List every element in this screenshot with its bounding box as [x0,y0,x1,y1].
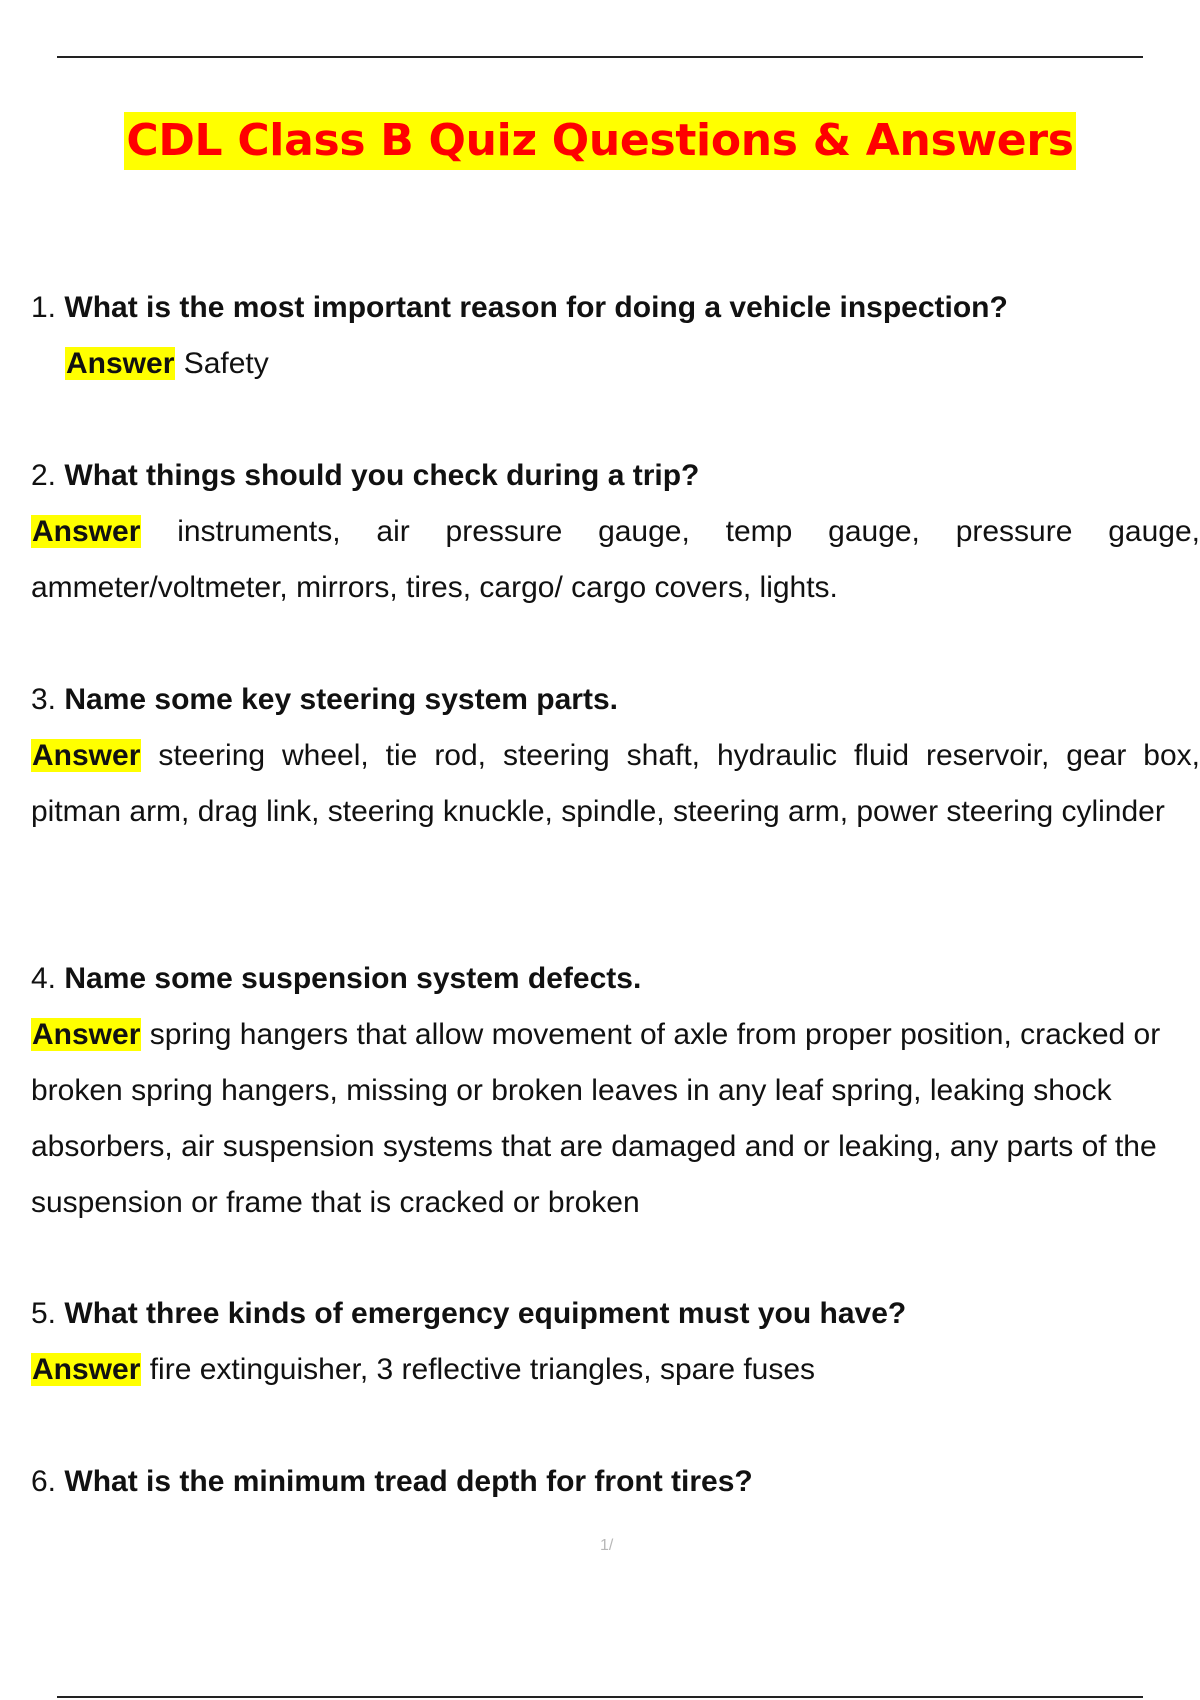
question-number: 4. [31,962,57,995]
answer-text: fire extinguisher, 3 reflective triangles, spare fuses [149,1353,816,1386]
answer-text: spring hangers that allow movement of axle from proper position, cracked or broken spring hangers, missing or broken leaves in any leaf spring, leaking shock absorbers, air suspension systems that are damaged and or leaking, any parts of the suspension or frame that is cracked or broken [31,1018,1161,1219]
question-number: 2. [31,459,57,492]
document-title: CDL Class B Quiz Questions & Answers [124,112,1075,170]
answer-label: Answer [32,1018,141,1051]
question-number: 5. [31,1297,57,1330]
question-3 [31,672,1200,728]
answer-4 [31,1007,1200,1231]
question-number: 6. [31,1465,57,1498]
qa-item-4 [31,951,1200,1231]
answer-text: instruments, air pressure gauge, temp gauge, pressure gauge, ammeter/voltmeter, mirrors, tires, cargo/ cargo covers, lights. [31,515,1200,604]
answer-text: steering wheel, tie rod, steering shaft, hydraulic fluid reservoir, gear box, pitman arm, drag link, steering knuckle, spindle, steering arm, power steering cylinder [31,739,1200,828]
answer-label: Answer [32,739,141,772]
question-1 [31,280,1200,336]
question-5 [31,1286,1200,1342]
answer-1 [31,336,1200,392]
question-number: 1. [31,291,57,324]
question-text: What is the minimum tread depth for front tires? [64,1465,753,1498]
answer-label: Answer [32,1353,141,1386]
question-text: What is the most important reason for doing a vehicle inspection? [64,291,1008,324]
answer-3 [31,728,1200,840]
question-4 [31,951,1200,1007]
question-text: What things should you check during a trip? [64,459,700,492]
answer-text: Safety [183,347,269,380]
answer-label: Answer [32,515,141,548]
qa-item-3 [31,672,1200,840]
question-2 [31,448,1200,504]
question-text: What three kinds of emergency equipment must you have? [64,1297,907,1330]
qa-item-5 [31,1286,1200,1398]
answer-label: Answer [66,347,175,380]
question-6 [31,1454,1200,1510]
qa-item-6 [31,1454,1200,1510]
bottom-divider [57,1696,1143,1698]
qa-item-1 [31,280,1200,392]
page-number: 1/ [600,1537,614,1554]
question-text: Name some suspension system defects. [64,962,642,995]
title-container [0,112,1200,170]
answer-5 [31,1342,1200,1398]
question-number: 3. [31,683,57,716]
answer-2 [31,504,1200,616]
top-divider [57,56,1143,58]
question-text: Name some key steering system parts. [64,683,618,716]
qa-item-2 [31,448,1200,616]
